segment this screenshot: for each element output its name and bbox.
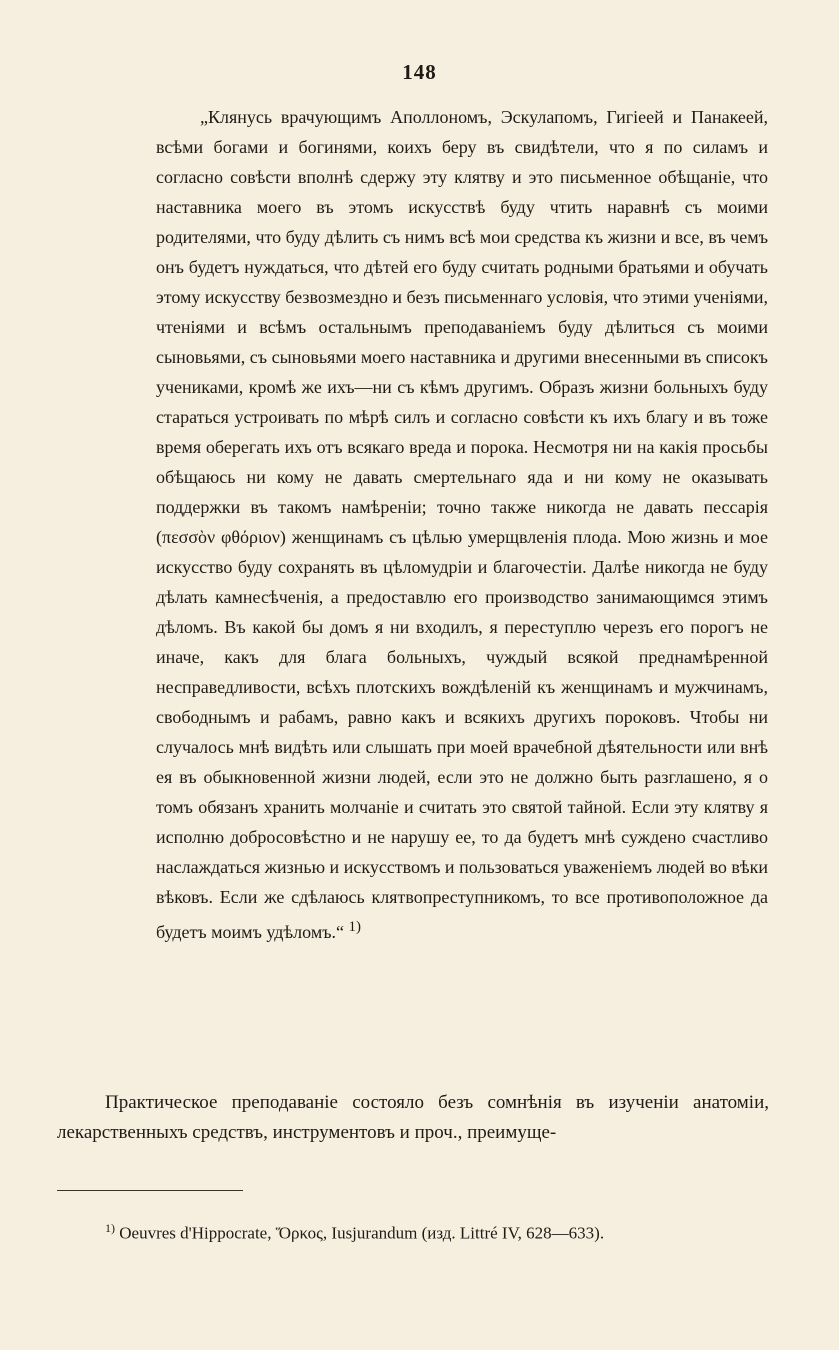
main-text <box>57 1088 769 1148</box>
footnote-marker: 1) <box>105 1221 115 1235</box>
footnote-divider <box>57 1190 243 1191</box>
page-number: 148 <box>402 60 437 84</box>
footnote <box>105 1216 785 1246</box>
oath-paragraph <box>156 102 768 947</box>
footnote-reference: 1) <box>348 919 362 935</box>
oath-text: „Клянусь врачующимъ Аполлономъ, Эскулапомъ, Гигіеей и Панакеей, всѣми богами и богинями, коихъ беру въ свидѣтели, что я по силамъ и согласно совѣсти вполнѣ сдержу эту клятву и это письменное обѣщаніе, что наставника моего въ этомъ искусствѣ буду чтить наравнѣ съ моими родителями, что буду дѣлить съ нимъ всѣ мои средства къ жизни и все, въ чемъ онъ будетъ нуждаться, что дѣтей его буду считать родными братьями и обучать этому искусству безвозмездно и безъ письменнаго условія, что этими ученіями, чтеніями и всѣмъ остальнымъ преподаваніемъ буду дѣлиться съ моими сыновьями, съ сыновьями моего наставника и другими внесенными въ списокъ учениками, кромѣ же ихъ—ни съ кѣмъ другимъ. Образъ жизни больныхъ буду стараться устроивать по мѣрѣ силъ и согласно совѣсти къ ихъ благу и въ тоже время оберегать ихъ отъ всякаго вреда и порока. Несмотря ни на какія просьбы обѣщаюсь ни кому не давать смертельнаго яда и ни кому не оказывать поддержки въ такомъ намѣреніи; точно также никогда не давать пессарія (πεσσὸν φθόριον) женщинамъ съ цѣлью умерщвленія плода. Мою жизнь и мое искусство буду сохранять въ цѣломудріи и благочестіи. Далѣе никогда не буду дѣлать камнесѣченія, а предоставлю его производство занимающимся этимъ дѣломъ. Въ какой бы домъ я ни входилъ, я переступлю черезъ его порогъ не иначе, какъ для блага больныхъ, чуждый всякой преднамѣренной несправедливости, всѣхъ плотскихъ вождѣленій къ женщинамъ и мужчинамъ, свободнымъ и рабамъ, равно какъ и всякихъ другихъ пороковъ. Чтобы ни случалось мнѣ видѣть или слышать при моей врачебной дѣятельности или внѣ ея въ обыкновенной жизни людей, если это не должно быть разглашено, я о томъ обязанъ хранить молчаніе и считать это святой тайной. Если эту клятву я исполню добросовѣстно и не нарушу ее, то да будетъ мнѣ суждено счастливо наслаждаться жизнью и искусствомъ и пользоваться уваженіемъ людей во вѣки вѣковъ. Если же сдѣлаюсь клятвопреступникомъ, то все противоположное да будетъ моимъ удѣломъ.“ <box>156 107 768 942</box>
body-paragraph: Практическое преподаваніе состояло безъ сомнѣнія въ изученіи анатоміи, лекарственныхъ средствъ, инструментовъ и проч., преимуще- <box>57 1092 769 1143</box>
hippocratic-oath-quote <box>156 102 768 947</box>
footnote-text: Oeuvres d'Hippocrate, Ὅρκος, Iusjurandum (изд. Littré IV, 628—633). <box>119 1223 605 1243</box>
